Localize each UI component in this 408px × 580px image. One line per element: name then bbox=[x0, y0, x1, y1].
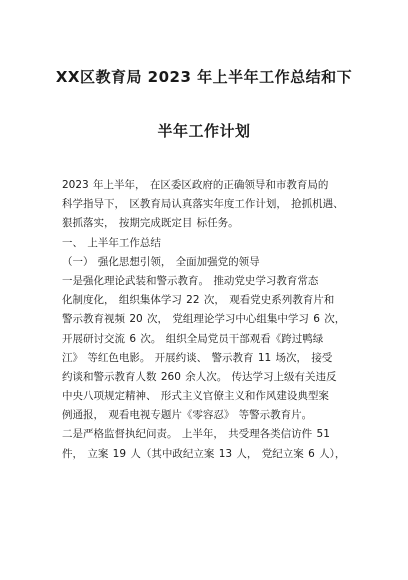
body-line: 一是强化理论武装和警示教育。 推动党史学习教育常态 bbox=[62, 274, 319, 287]
document-body bbox=[62, 176, 362, 464]
body-line: 中央八项规定精神、 形式主义官僚主义和作风建设典型案 bbox=[62, 390, 329, 403]
body-line: 2023 年上半年， 在区委区政府的正确领导和市教育局的 bbox=[62, 179, 329, 191]
body-line: 狠抓落实， 按期完成既定目 标任务。 bbox=[62, 217, 239, 230]
section-heading: 一、 上半年工作总结 bbox=[62, 236, 161, 249]
document-title-line-2: 半年工作计划 bbox=[157, 122, 251, 140]
document-title-line-1: XX区教育局 2023 年上半年工作总结和下 bbox=[55, 68, 353, 86]
body-line: 开展研讨交流 6 次。 组织全局党员干部观看《跨过鸭绿 bbox=[62, 332, 324, 345]
subsection-heading: （一） 强化思想引领， 全面加强党的领导 bbox=[62, 255, 260, 268]
body-line: 化制度化， 组织集体学习 22 次， 观看党史系列教育片和 bbox=[62, 294, 335, 307]
body-line: 江》 等红色电影。 开展约谈、 警示教育 11 场次， 接受 bbox=[62, 351, 333, 364]
body-line: 警示教育视频 20 次， 党组理论学习中心组集中学习 6 次， bbox=[62, 313, 346, 326]
body-line: 件， 立案 19 人（其中政纪立案 13 人， 党纪立案 6 人）， bbox=[62, 447, 346, 460]
body-line: 约谈和警示教育人数 260 余人次。 传达学习上级有关违反 bbox=[62, 370, 337, 383]
body-line: 科学指导下， 区教育局认真落实年度工作计划， 抢抓机遇、 bbox=[62, 198, 344, 211]
body-line: 二是严格监督执纪问责。 上半年， 共受理各类信访件 51 bbox=[62, 428, 330, 441]
body-line: 例通报， 观看电视专题片《零容忍》 等警示教育片。 bbox=[62, 409, 313, 422]
